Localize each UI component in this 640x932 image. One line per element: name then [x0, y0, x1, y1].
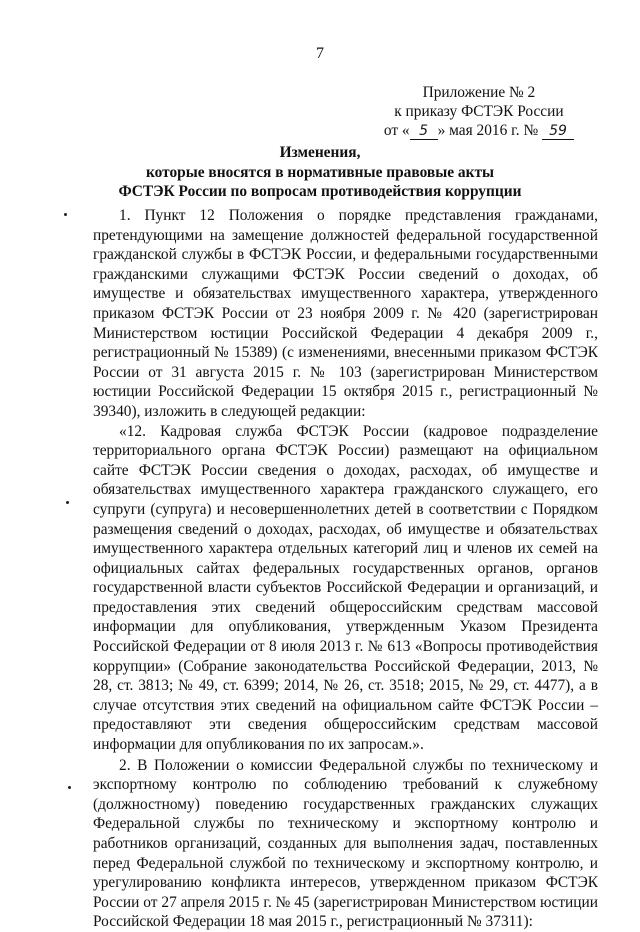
appendix-header [384, 83, 574, 140]
handwritten-order-number: 59 [542, 124, 574, 140]
date-prefix: от « [383, 122, 410, 139]
scan-margin-dot [66, 501, 69, 504]
paragraph-2: «12. Кадровая служба ФСТЭК России (кадровое подразделение территориального органа ФСТЭК России) размещают на официальном сайте ФСТЭК России сведения о доходах, расходах, об имуществе и обязательствах имущественного характера гражданского служащего, его супруги (супруга) и несовершеннолетних детей в соответствии с Порядком размещения сведений о доходах, расходах, об имуществе и обязательствах имущественного характера отдельных категорий лиц и членов их семей на официальных сайтах федеральных государственных органов, органов государственной власти субъектов Российской Федерации и организаций, и предоставления этих сведений общероссийским средствам массовой информации для опубликования, утвержденным Указом Президента Российской Федерации от 8 июля 2013 г. № 613 «Вопросы противодействия коррупции» (Собрание законодательства Российской Федерации, 2013, № 28, ст. 3813; № 49, ст. 6399; 2014, № 26, ст. 3518; 2015, № 29, ст. 4477), а в случае отсутствия этих сведений на официальном сайте ФСТЭК России – предоставляют эти сведения общероссийским средствам массовой информации для опубликования по их запросам.». [93, 422, 598, 754]
date-middle: » мая 2016 г. № [437, 122, 539, 139]
title-line-3: ФСТЭК России по вопросам противодействия коррупции [118, 183, 522, 200]
title-line-1: Изменения, [279, 144, 361, 161]
document-title [0, 143, 640, 202]
appendix-date-line [384, 121, 574, 140]
page-number: 7 [316, 45, 324, 62]
scan-margin-dot [64, 213, 67, 216]
title-line-2: которые вносятся в нормативные правовые акты [145, 163, 495, 181]
document-body [93, 206, 598, 932]
paragraph-3: 2. В Положении о комиссии Федеральной службы по техническому и экспортному контролю по соблюдению требований к служебному (должностному) поведению государственных гражданских служащих Федеральной службы по техническому и экспортному контролю и работников организаций, созданных для выполнения задач, поставленных перед Федеральной службой по техническому и экспортному контролю, и урегулированию конфликта интересов, утвержденном приказом ФСТЭК России от 27 апреля 2015 г. № 45 (зарегистрирован Министерством юстиции Российской Федерации 18 мая 2015 г., регистрационный № 37311): [93, 756, 598, 931]
appendix-order-ref: к приказу ФСТЭК России [394, 103, 564, 120]
scan-margin-dot [68, 786, 71, 789]
paragraph-1: 1. Пункт 12 Положения о порядке представления гражданами, претендующими на замещение должностей федеральной государственной гражданской службы в ФСТЭК России, и федеральными государственными гражданскими служащими ФСТЭК России сведений о доходах, об имуществе и обязательствах имущественного характера, утвержденного приказом ФСТЭК России от 23 ноября 2009 г. № 420 (зарегистрирован Министерством юстиции Российской Федерации 4 декабря 2009 г., регистрационный № 15389) (с изменениями, внесенными приказом ФСТЭК России от 31 августа 2015 г. № 103 (зарегистрирован Министерством юстиции Российской Федерации 15 октября 2015 г., регистрационный № 39340), изложить в следующей редакции: [93, 207, 598, 420]
appendix-title: Приложение № 2 [422, 84, 536, 101]
handwritten-day: 5 [410, 124, 438, 140]
